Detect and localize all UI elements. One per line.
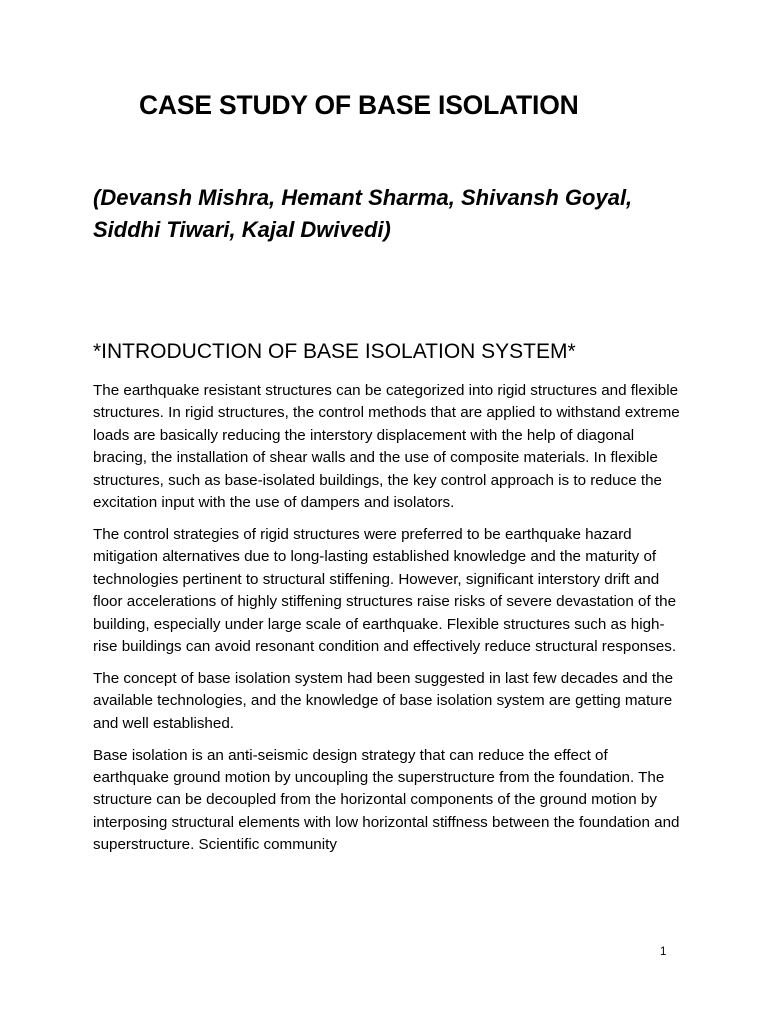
document-title: CASE STUDY OF BASE ISOLATION bbox=[139, 90, 579, 120]
section-heading: *INTRODUCTION OF BASE ISOLATION SYSTEM* bbox=[93, 340, 576, 363]
page-number: 1 bbox=[660, 946, 667, 958]
paragraph: The concept of base isolation system had been suggested in last few decades and the available technologies, and the knowledge of base isolation system are getting mature and well established. bbox=[93, 669, 674, 732]
author-list: (Devansh Mishra, Hemant Sharma, Shivansh Goyal, Siddhi Tiwari, Kajal Dwivedi) bbox=[93, 185, 633, 242]
paragraph: Base isolation is an anti-seismic design strategy that can reduce the effect of earthquake ground motion by uncoupling the superstructure from the foundation. The structure can be decoupled from the horizontal components of the ground motion by interposing structural elements with low horizontal stiffness between the foundation and superstructure. Scientific community bbox=[93, 746, 680, 854]
paragraph: The control strategies of rigid structures were preferred to be earthquake hazard mitigation alternatives due to long-lasting established knowledge and the maturity of technologies pertinent to structural stiffening. However, significant interstory drift and floor accelerations of highly stiffening structures raise risks of severe devastation of the building, especially under large scale of earthquake. Flexible structures such as high-rise buildings can avoid resonant condition and effectively reduce structural responses. bbox=[93, 525, 677, 655]
paragraph: The earthquake resistant structures can be categorized into rigid structures and flexible structures. In rigid structures, the control methods that are applied to withstand extreme loads are basically reducing the interstory displacement with the help of diagonal bracing, the installation of shear walls and the use of composite materials. In flexible structures, such as base-isolated buildings, the key control approach is to reduce the excitation input with the use of dampers and isolators. bbox=[93, 382, 680, 512]
body-text bbox=[93, 380, 683, 866]
